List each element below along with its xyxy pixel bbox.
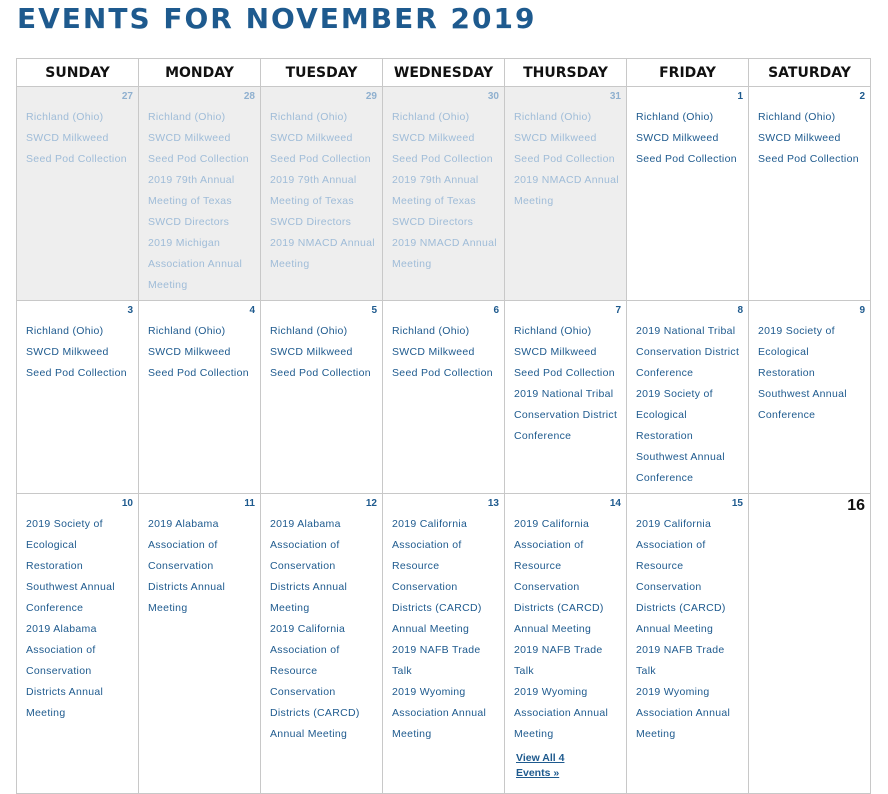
event-list: [749, 103, 870, 170]
day-number: 31: [609, 91, 621, 102]
day-cell: [627, 301, 749, 494]
event-link[interactable]: Association of: [636, 539, 706, 551]
day-number: 27: [121, 91, 133, 102]
event-link[interactable]: 2019 National Tribal: [636, 325, 736, 337]
day-number: 1: [737, 91, 743, 102]
event-link[interactable]: Districts (CARCD): [636, 602, 726, 614]
event-link[interactable]: Resource: [636, 560, 684, 572]
event-link[interactable]: Association of: [514, 539, 584, 551]
weekday-header-sunday: SUNDAY: [17, 59, 139, 87]
day-cell: [505, 301, 627, 494]
event-link[interactable]: Seed Pod Collection: [514, 153, 615, 165]
day-cell: [261, 301, 383, 494]
event-link[interactable]: Annual Meeting: [636, 623, 714, 635]
event-list: [17, 103, 138, 170]
event-link[interactable]: 2019 NAFB Trade: [514, 644, 603, 656]
event-link[interactable]: Talk: [636, 665, 656, 677]
event-link[interactable]: SWCD Milkweed: [26, 132, 109, 144]
event-link[interactable]: Association of: [270, 644, 340, 656]
event-link[interactable]: 2019 Wyoming: [636, 686, 710, 698]
event-link[interactable]: 2019 National Tribal: [514, 388, 614, 400]
day-number: 16: [847, 497, 865, 514]
week-row: [17, 494, 871, 794]
day-cell: [139, 87, 261, 301]
event-link[interactable]: Conference: [636, 367, 694, 379]
event-list: [627, 103, 748, 170]
event-list: [383, 317, 504, 384]
event-link[interactable]: Resource: [270, 665, 318, 677]
event-link[interactable]: Districts (CARCD): [392, 602, 482, 614]
event-link[interactable]: SWCD Directors: [392, 216, 474, 228]
event-link[interactable]: 2019 Alabama: [26, 623, 97, 635]
day-cell: [383, 494, 505, 794]
event-link[interactable]: Seed Pod Collection: [148, 153, 249, 165]
day-cell: [749, 494, 871, 794]
weekday-header-tuesday: TUESDAY: [261, 59, 383, 87]
event-link[interactable]: SWCD Directors: [148, 216, 230, 228]
event-list: [261, 317, 382, 384]
weekday-header-monday: MONDAY: [139, 59, 261, 87]
day-cell: [627, 87, 749, 301]
event-link[interactable]: Seed Pod Collection: [270, 367, 371, 379]
event-link[interactable]: Conservation: [514, 581, 580, 593]
weekday-header-friday: FRIDAY: [627, 59, 749, 87]
event-link[interactable]: 2019 Society of: [636, 388, 713, 400]
event-link[interactable]: SWCD Milkweed: [26, 346, 109, 358]
event-link[interactable]: Meeting: [392, 258, 432, 270]
event-link[interactable]: Conservation: [148, 560, 214, 572]
event-link[interactable]: Conservation District: [514, 409, 618, 421]
event-list: [261, 103, 382, 275]
week-row: [17, 87, 871, 301]
event-link[interactable]: 2019 Wyoming: [514, 686, 588, 698]
event-list: [627, 317, 748, 489]
event-link[interactable]: 2019 California: [270, 623, 346, 635]
event-link[interactable]: Association Annual: [514, 707, 609, 719]
event-link[interactable]: Richland (Ohio): [26, 325, 104, 337]
event-link[interactable]: 2019 79th Annual: [270, 174, 357, 186]
calendar-grid: [16, 58, 871, 794]
event-link[interactable]: Meeting: [636, 728, 676, 740]
event-link[interactable]: Association Annual: [148, 258, 243, 270]
day-number: 5: [371, 305, 377, 316]
event-link[interactable]: Conservation District: [636, 346, 740, 358]
event-link[interactable]: SWCD Milkweed: [758, 132, 841, 144]
event-list: [139, 510, 260, 619]
event-link[interactable]: Association of: [270, 539, 340, 551]
day-number: 3: [127, 305, 133, 316]
event-link[interactable]: Conservation: [392, 581, 458, 593]
event-link[interactable]: Seed Pod Collection: [148, 367, 249, 379]
event-link[interactable]: Meeting: [392, 728, 432, 740]
event-link[interactable]: SWCD Milkweed: [514, 346, 597, 358]
day-cell: [383, 301, 505, 494]
event-link[interactable]: Association Annual: [392, 707, 487, 719]
event-link[interactable]: Association of: [392, 539, 462, 551]
day-cell: [17, 301, 139, 494]
day-cell: [749, 301, 871, 494]
day-cell: [261, 494, 383, 794]
page-title: EVENTS FOR NOVEMBER 2019: [17, 2, 537, 35]
event-link[interactable]: Seed Pod Collection: [392, 153, 493, 165]
day-cell: [17, 494, 139, 794]
event-link[interactable]: 2019 Society of: [26, 518, 103, 530]
event-link[interactable]: SWCD Directors: [270, 216, 352, 228]
event-link[interactable]: Seed Pod Collection: [270, 153, 371, 165]
event-link[interactable]: Restoration: [758, 367, 815, 379]
event-link[interactable]: SWCD Milkweed: [148, 132, 231, 144]
event-link[interactable]: 2019 79th Annual: [148, 174, 235, 186]
event-link[interactable]: Richland (Ohio): [392, 111, 470, 123]
event-link[interactable]: Restoration: [636, 430, 693, 442]
day-cell: [505, 87, 627, 301]
event-link[interactable]: Conference: [758, 409, 816, 421]
event-link[interactable]: Richland (Ohio): [270, 325, 348, 337]
event-link[interactable]: Districts (CARCD): [514, 602, 604, 614]
week-row: [17, 301, 871, 494]
event-link[interactable]: Meeting: [514, 728, 554, 740]
event-link[interactable]: Meeting: [514, 195, 554, 207]
event-link[interactable]: Restoration: [26, 560, 83, 572]
event-link[interactable]: SWCD Milkweed: [148, 346, 231, 358]
event-list: [505, 103, 626, 212]
event-list: [383, 103, 504, 275]
day-cell: [139, 494, 261, 794]
event-link[interactable]: 2019 California: [636, 518, 712, 530]
view-all-events-link[interactable]: View All 4 Events »: [516, 752, 565, 779]
day-number: 8: [737, 305, 743, 316]
event-link[interactable]: Meeting of Texas: [270, 195, 354, 207]
event-link[interactable]: Ecological: [636, 409, 687, 421]
day-number: 2: [859, 91, 865, 102]
event-list: [749, 516, 870, 520]
day-cell: [627, 494, 749, 794]
event-link[interactable]: Richland (Ohio): [148, 325, 226, 337]
event-link[interactable]: Seed Pod Collection: [392, 367, 493, 379]
event-link[interactable]: 2019 NMACD Annual: [270, 237, 375, 249]
event-list: [17, 317, 138, 384]
event-link[interactable]: Districts (CARCD): [270, 707, 360, 719]
day-number: 9: [859, 305, 865, 316]
event-list: [505, 317, 626, 447]
event-list: [139, 317, 260, 384]
event-link[interactable]: 2019 California: [392, 518, 468, 530]
event-list: [505, 510, 626, 745]
event-link[interactable]: 2019 Society of: [758, 325, 835, 337]
event-link[interactable]: Meeting of Texas: [392, 195, 476, 207]
event-link[interactable]: Annual Meeting: [270, 728, 348, 740]
day-number: 30: [487, 91, 499, 102]
event-link[interactable]: Conservation: [270, 686, 336, 698]
weekday-header-thursday: THURSDAY: [505, 59, 627, 87]
event-link[interactable]: Association of: [26, 644, 96, 656]
event-link[interactable]: Ecological: [758, 346, 809, 358]
event-link[interactable]: Richland (Ohio): [758, 111, 836, 123]
event-link[interactable]: Districts Annual: [26, 686, 104, 698]
event-link[interactable]: 2019 Alabama: [148, 518, 219, 530]
event-list: [139, 103, 260, 296]
event-link[interactable]: SWCD Milkweed: [270, 132, 353, 144]
event-link[interactable]: Richland (Ohio): [26, 111, 104, 123]
event-link[interactable]: Association of: [148, 539, 218, 551]
event-link[interactable]: Seed Pod Collection: [26, 367, 127, 379]
event-link[interactable]: Resource: [514, 560, 562, 572]
event-link[interactable]: 2019 California: [514, 518, 590, 530]
event-link[interactable]: 2019 NAFB Trade: [636, 644, 725, 656]
day-number: 13: [487, 498, 499, 509]
event-link[interactable]: Conference: [636, 472, 694, 484]
event-link[interactable]: Richland (Ohio): [514, 111, 592, 123]
day-cell: [383, 87, 505, 301]
event-link[interactable]: Annual Meeting: [392, 623, 470, 635]
event-list: [383, 510, 504, 745]
event-link[interactable]: Conference: [26, 602, 84, 614]
event-link[interactable]: 2019 NAFB Trade: [392, 644, 481, 656]
event-link[interactable]: Richland (Ohio): [270, 111, 348, 123]
day-number: 15: [731, 498, 743, 509]
event-link[interactable]: Association Annual: [636, 707, 731, 719]
weekday-header-row: [17, 59, 871, 87]
event-link[interactable]: Conservation: [270, 560, 336, 572]
event-link[interactable]: Meeting: [148, 602, 188, 614]
event-link[interactable]: Annual Meeting: [514, 623, 592, 635]
day-number: 11: [244, 498, 255, 509]
day-cell: [17, 87, 139, 301]
day-number: 4: [249, 305, 255, 316]
day-cell: [749, 87, 871, 301]
day-number: 14: [609, 498, 621, 509]
event-link[interactable]: Richland (Ohio): [636, 111, 714, 123]
event-link[interactable]: SWCD Milkweed: [392, 132, 475, 144]
day-number: 7: [615, 305, 621, 316]
event-link[interactable]: 2019 Wyoming: [392, 686, 466, 698]
weekday-header-saturday: SATURDAY: [749, 59, 871, 87]
event-link[interactable]: SWCD Milkweed: [392, 346, 475, 358]
event-link[interactable]: 2019 NMACD Annual: [514, 174, 619, 186]
event-link[interactable]: 2019 Alabama: [270, 518, 341, 530]
event-link[interactable]: Meeting: [148, 279, 188, 291]
event-list: [261, 510, 382, 745]
event-link[interactable]: Richland (Ohio): [514, 325, 592, 337]
day-cell: [261, 87, 383, 301]
day-number: 12: [365, 498, 377, 509]
event-link[interactable]: Meeting: [26, 707, 66, 719]
event-link[interactable]: Districts Annual: [270, 581, 348, 593]
day-cell: [505, 494, 627, 794]
event-link[interactable]: Seed Pod Collection: [758, 153, 859, 165]
event-link[interactable]: Meeting: [270, 258, 310, 270]
event-link[interactable]: Conservation: [636, 581, 702, 593]
event-link[interactable]: 2019 79th Annual: [392, 174, 479, 186]
event-link[interactable]: Seed Pod Collection: [514, 367, 615, 379]
event-link[interactable]: Seed Pod Collection: [636, 153, 737, 165]
event-link[interactable]: Conservation: [26, 665, 92, 677]
day-cell: [139, 301, 261, 494]
day-number: 6: [493, 305, 499, 316]
event-link[interactable]: SWCD Milkweed: [270, 346, 353, 358]
event-link[interactable]: Resource: [392, 560, 440, 572]
event-link[interactable]: SWCD Milkweed: [636, 132, 719, 144]
event-link[interactable]: Southwest Annual: [636, 451, 725, 463]
event-link[interactable]: 2019 Michigan: [148, 237, 221, 249]
event-link[interactable]: Districts Annual: [148, 581, 226, 593]
event-link[interactable]: SWCD Milkweed: [514, 132, 597, 144]
event-link[interactable]: Richland (Ohio): [392, 325, 470, 337]
event-link[interactable]: Meeting of Texas: [148, 195, 232, 207]
day-number: 10: [121, 498, 133, 509]
event-link[interactable]: Talk: [392, 665, 412, 677]
event-link[interactable]: Conference: [514, 430, 572, 442]
event-link[interactable]: Talk: [514, 665, 534, 677]
event-list: [627, 510, 748, 745]
event-list: [17, 510, 138, 724]
day-number: 29: [365, 91, 377, 102]
event-list: [749, 317, 870, 426]
day-number: 28: [243, 91, 255, 102]
event-link[interactable]: Ecological: [26, 539, 77, 551]
weekday-header-wednesday: WEDNESDAY: [383, 59, 505, 87]
event-link[interactable]: Southwest Annual: [26, 581, 115, 593]
event-link[interactable]: Seed Pod Collection: [26, 153, 127, 165]
event-link[interactable]: Southwest Annual: [758, 388, 847, 400]
event-link[interactable]: Meeting: [270, 602, 310, 614]
event-link[interactable]: Richland (Ohio): [148, 111, 226, 123]
event-link[interactable]: 2019 NMACD Annual: [392, 237, 497, 249]
